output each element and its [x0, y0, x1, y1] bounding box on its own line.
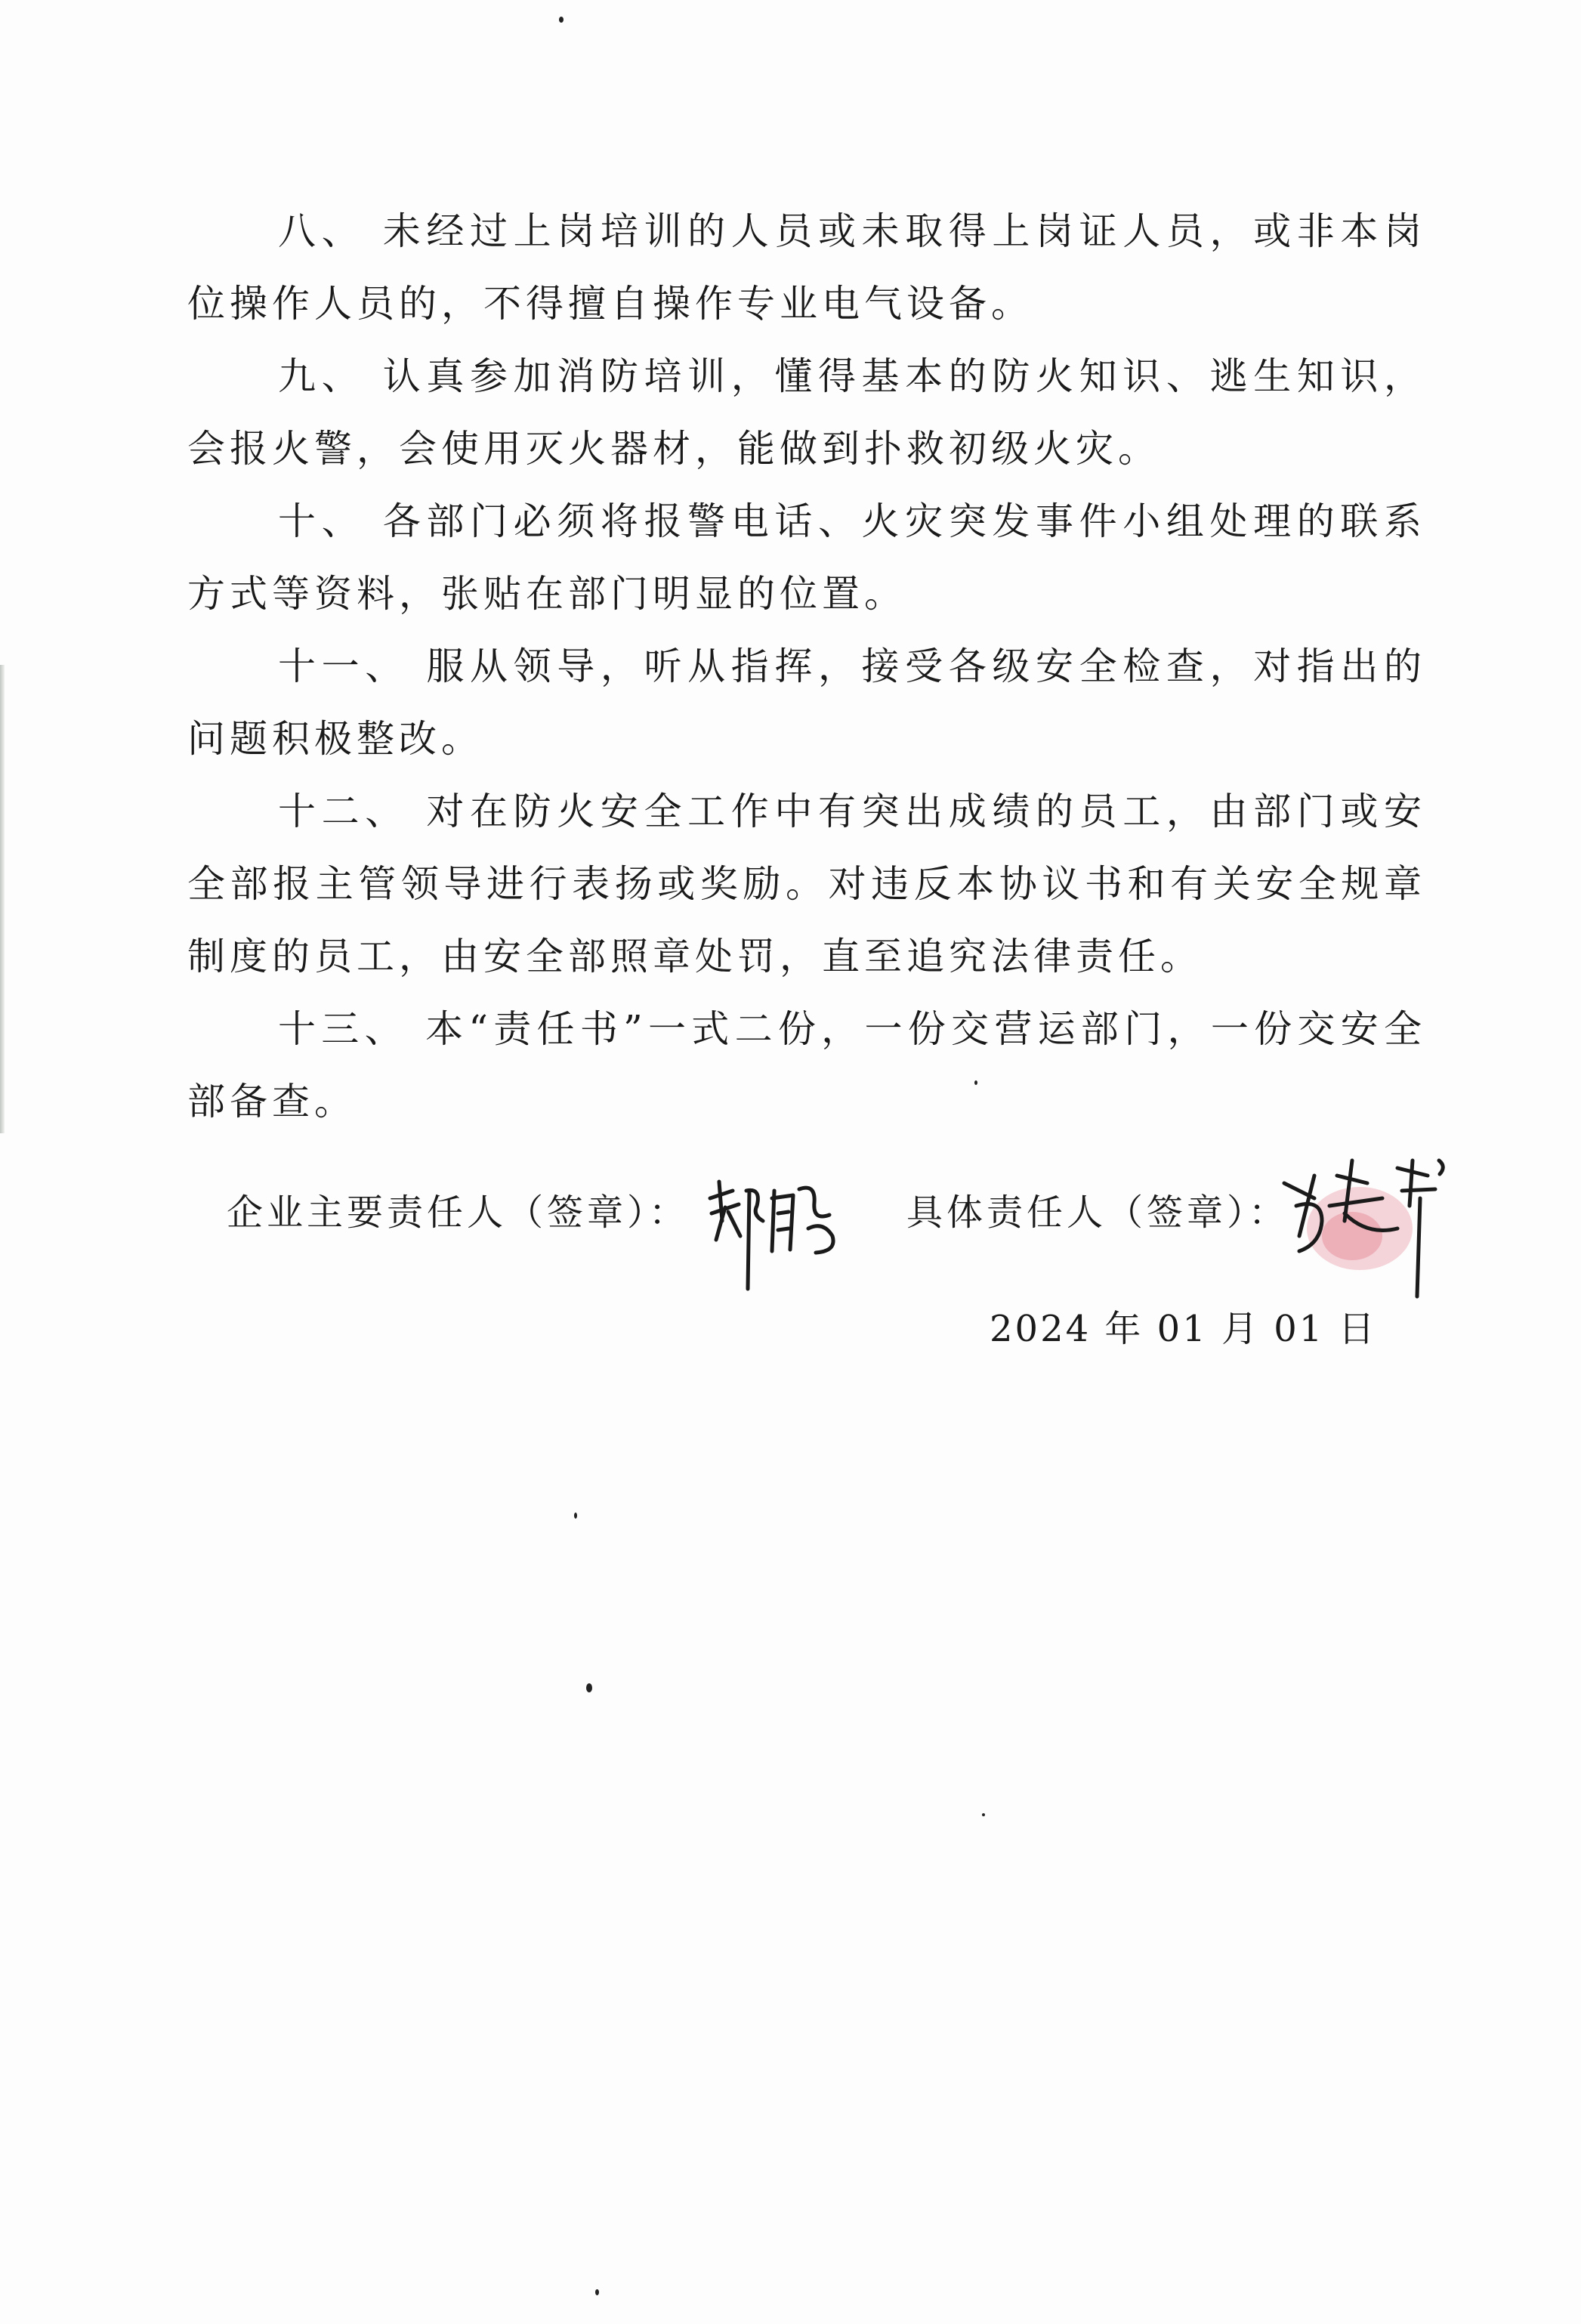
scan-speck — [974, 1080, 977, 1085]
main-responsible-label: 企业主要责任人（签章）： — [227, 1191, 690, 1234]
signature-row — [227, 1168, 1511, 1304]
scan-speck — [982, 1813, 985, 1816]
scan-speck — [559, 17, 564, 23]
clause-8: 八、 未经过上岗培训的人员或未取得上岗证人员，或非本岗位操作人员的，不得擅自操作专业电气设备。 — [187, 209, 1426, 326]
specific-responsible-label: 具体责任人（签章）： — [906, 1191, 1289, 1234]
clause-12: 十二、 对在防火安全工作中有突出成绩的员工，由部门或安全部报主管领导进行表扬或奖励。对违反本协议书和有关安全规章制度的员工，由安全部照章处罚，直至追究法律责任。 — [187, 790, 1426, 978]
signing-date: 2024 年 01 月 01 日 — [990, 1308, 1377, 1350]
scan-speck — [574, 1513, 577, 1519]
main-signature-handwriting — [702, 1168, 854, 1296]
clause-9: 九、 认真参加消防培训，懂得基本的防火知识、逃生知识，会报火警，会使用灭火器材，能做到扑救初级火灾。 — [187, 354, 1426, 471]
scan-speck — [595, 2289, 599, 2295]
clause-10: 十、 各部门必须将报警电话、火灾突发事件小组处理的联系方式等资料，张贴在部门明显的位置。 — [187, 499, 1426, 616]
clause-13: 十三、 本“责任书”一式二份，一份交营运部门，一份交安全部备查。 — [187, 1007, 1426, 1123]
scan-speck — [586, 1683, 592, 1692]
specific-signature-with-seal — [1269, 1153, 1450, 1304]
scan-edge-shadow — [0, 665, 5, 1133]
clause-11: 十一、 服从领导，听从指挥，接受各级安全检查，对指出的问题积极整改。 — [187, 644, 1426, 761]
